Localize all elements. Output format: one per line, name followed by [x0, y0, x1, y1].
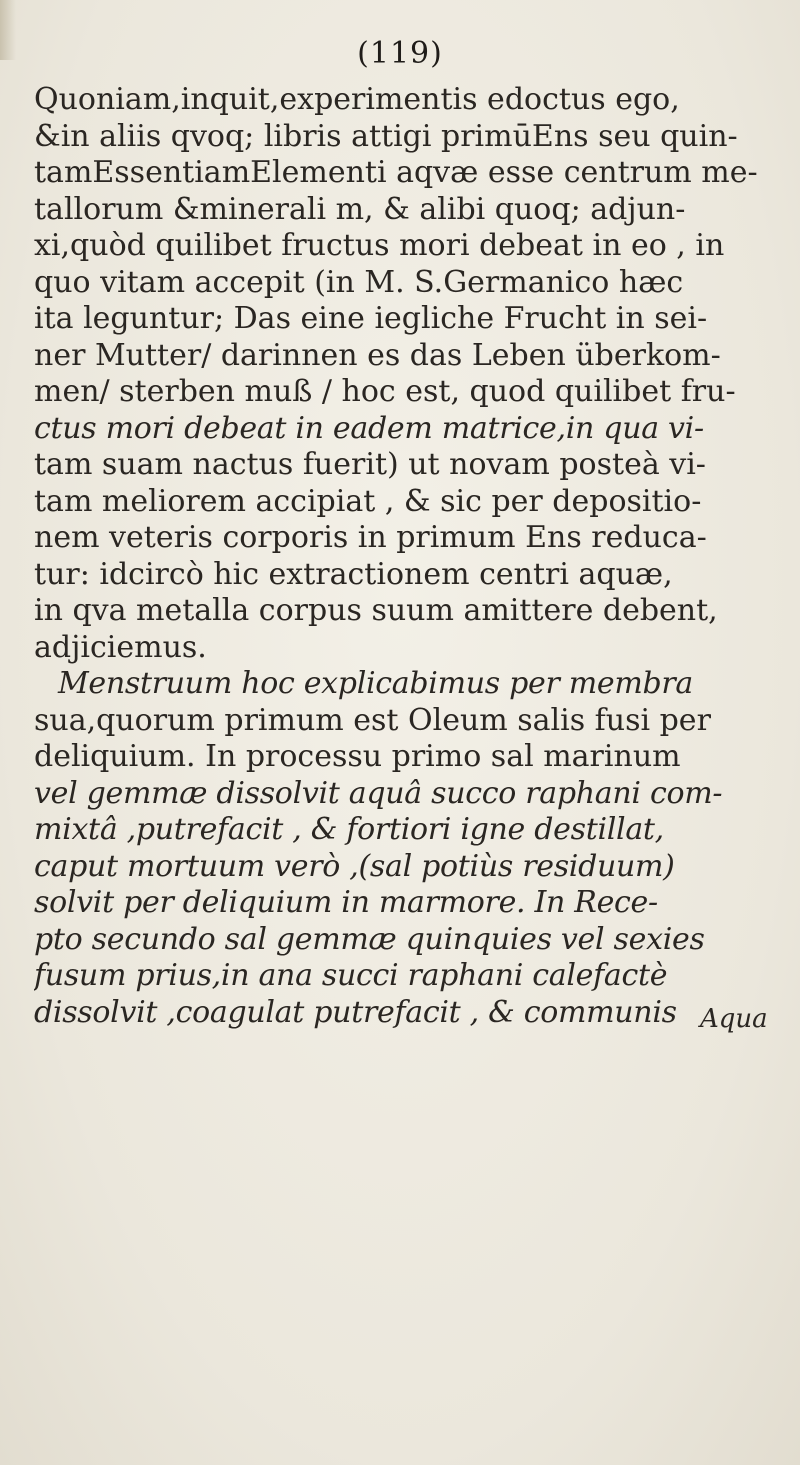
catchword: Aqua — [700, 1004, 768, 1034]
text-line: tamEssentiamElementi aqvæ esse centrum me- — [34, 155, 758, 190]
text-line: xi,quòd quilibet fructus mori debeat in eo , in — [34, 228, 725, 263]
body-text — [34, 82, 786, 1031]
text-line: sua,quorum primum est Oleum salis fusi per — [34, 702, 711, 738]
text-line: ctus mori debeat in eadem matrice,in qua vi- — [34, 410, 704, 446]
text-line: men/ sterben muß / hoc est, quod quilibet fru- — [34, 374, 736, 409]
text-line: nem veteris corporis in primum Ens reduca- — [34, 520, 707, 555]
text-line: Quoniam,inquit,experimentis edoctus ego, — [34, 82, 680, 117]
text-line: tur: idcircò hic extractionem centri aquæ, — [34, 556, 673, 592]
text-line: adjiciemus. — [34, 629, 207, 665]
text-line: in qva metalla corpus suum amittere debent, — [34, 593, 718, 628]
text-line: tam suam nactus fuerit) ut novam posteà vi- — [34, 447, 706, 482]
text-line: ita leguntur; Das eine iegliche Frucht in sei- — [34, 301, 708, 336]
text-line: tam meliorem accipiat , & sic per depositio- — [34, 483, 702, 519]
text-line: mixtâ ,putrefacit , & fortiori igne destillat, — [34, 812, 664, 847]
text-line: dissolvit ,coagulat putrefacit , & communis — [34, 994, 677, 1030]
text-line: solvit per deliquium in marmore. In Rece- — [34, 885, 658, 920]
text-line: deliquium. In processu primo sal marinum — [34, 739, 681, 774]
text-line: pto secundo sal gemmæ quinquies vel sexies — [34, 921, 705, 957]
blank-margin — [0, 1060, 800, 1465]
text-line: fusum prius,in ana succi raphani calefactè — [34, 958, 668, 993]
text-line: quo vitam accepit (in M. S.Germanico hæc — [34, 264, 684, 300]
text-line: &in aliis qvoq; libris attigi primūEns seu quin- — [34, 118, 738, 154]
text-line: caput mortuum verò ,(sal potiùs residuum) — [34, 848, 675, 884]
text-line: Menstruum hoc explicabimus per membra — [58, 666, 693, 701]
page-number: (119) — [357, 36, 443, 71]
text-line: ner Mutter/ darinnen es das Leben überkom- — [34, 337, 721, 373]
text-line: tallorum &minerali m, & alibi quoq; adjun- — [34, 191, 686, 227]
text-line: vel gemmæ dissolvit aquâ succo raphani com- — [34, 775, 723, 811]
